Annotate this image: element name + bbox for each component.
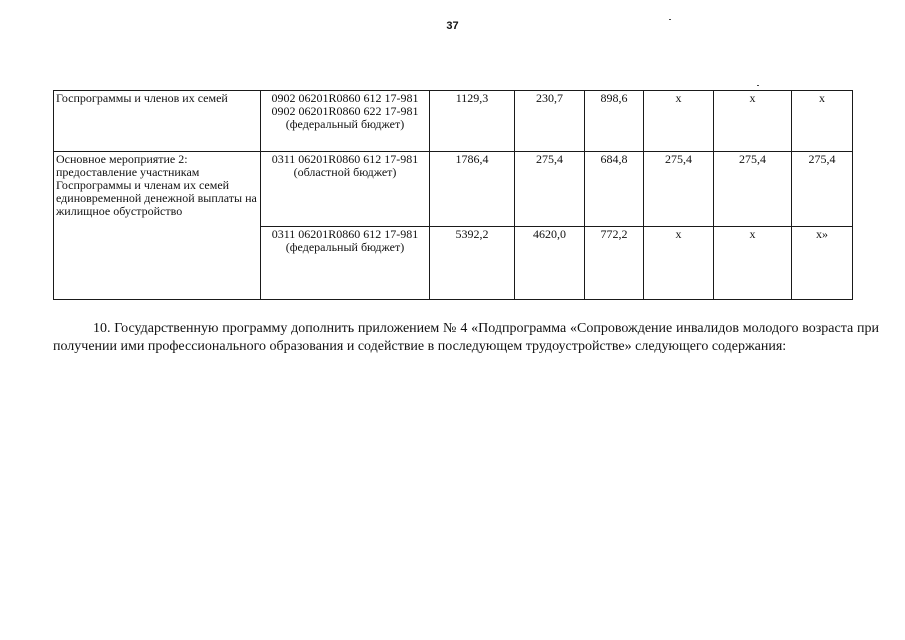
scan-speck (757, 85, 759, 86)
amendment-paragraph: 10. Государственную программу дополнить приложением № 4 «Подпрограмма «Сопровождение инвалидов молодого возраста при получении ими профессионального образования и содействие в последующем трудоустройстве» следующего содержания: (53, 321, 879, 354)
cell-value: 5392,2 (430, 227, 515, 300)
cell-value: х (644, 227, 714, 300)
cell-value: х (714, 227, 792, 300)
scan-speck (669, 19, 671, 20)
budget-code-line: 0902 06201R0860 612 17-981 (271, 91, 419, 105)
cell-measure-name: Госпрограммы и членов их семей (54, 91, 261, 152)
budget-source-label: (федеральный бюджет) (285, 117, 405, 131)
cell-value: х (714, 91, 792, 152)
page-number: 37 (446, 20, 459, 32)
budget-source-label: (федеральный бюджет) (285, 240, 405, 254)
cell-value: 1129,3 (430, 91, 515, 152)
cell-value: х (792, 91, 853, 152)
cell-value: 230,7 (515, 91, 585, 152)
budget-source-label: (областной бюджет) (293, 165, 397, 179)
cell-budget-code (261, 91, 430, 152)
cell-value: х» (792, 227, 853, 300)
cell-value: 275,4 (515, 152, 585, 227)
cell-value: 275,4 (714, 152, 792, 227)
cell-value: х (644, 91, 714, 152)
cell-measure-name: Основное мероприятие 2: предоставление участникам Госпрограммы и членам их семей единовременной денежной выплаты на жилищное обустройство (54, 152, 261, 300)
budget-table (53, 90, 853, 300)
cell-value: 684,8 (585, 152, 644, 227)
budget-code-line: 0902 06201R0860 622 17-981 (271, 104, 419, 118)
cell-value: 4620,0 (515, 227, 585, 300)
cell-value: 898,6 (585, 91, 644, 152)
cell-budget-code (261, 227, 430, 300)
table-row (54, 91, 853, 152)
cell-value: 275,4 (644, 152, 714, 227)
cell-budget-code (261, 152, 430, 227)
cell-value: 772,2 (585, 227, 644, 300)
cell-value: 1786,4 (430, 152, 515, 227)
budget-code-line: 0311 06201R0860 612 17-981 (271, 227, 419, 241)
cell-value: 275,4 (792, 152, 853, 227)
budget-code-line: 0311 06201R0860 612 17-981 (271, 152, 419, 166)
table-row (54, 152, 853, 227)
